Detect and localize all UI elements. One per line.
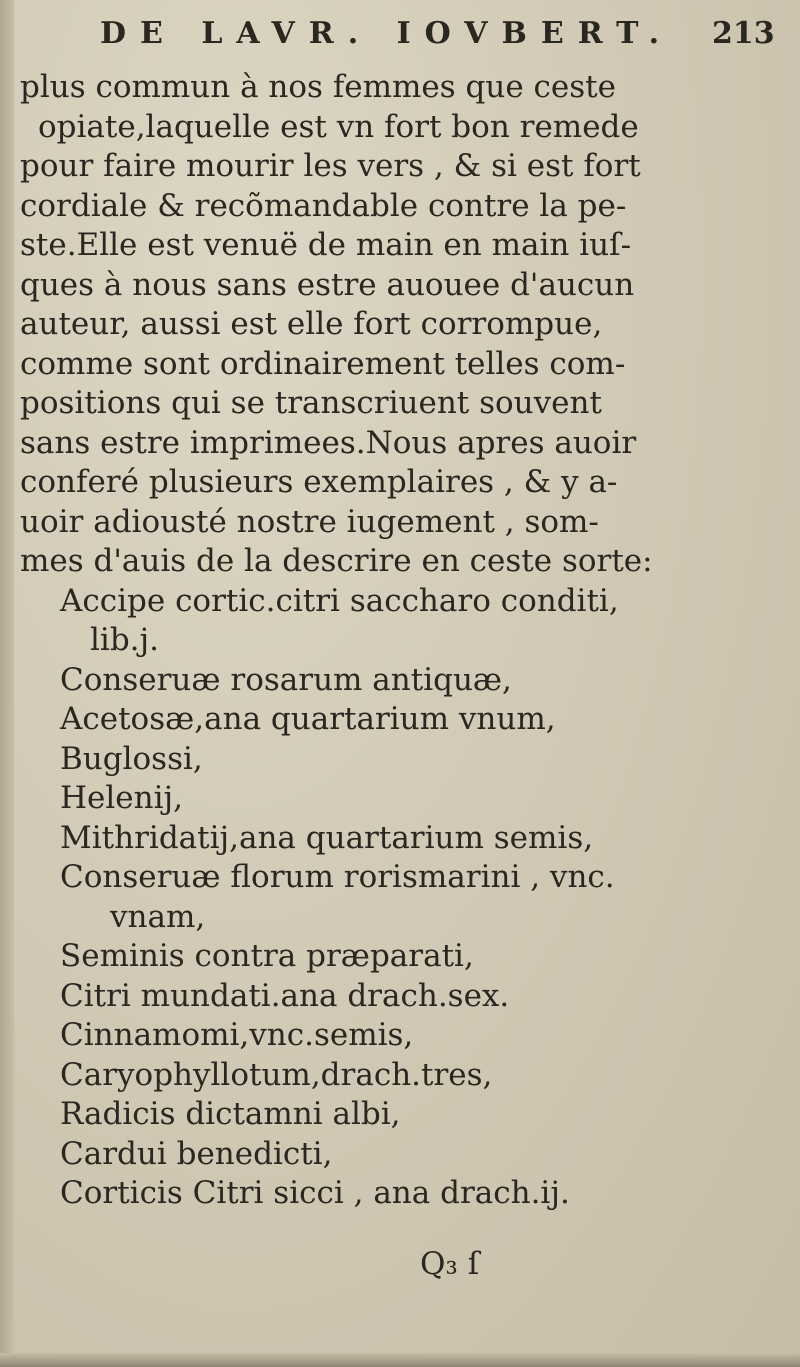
text-line: Caryophyllotum,drach.tres, xyxy=(60,1056,493,1093)
text-line: Conseruæ rosarum antiquæ, xyxy=(60,661,512,698)
text-line: auteur, aussi est elle fort corrompue, xyxy=(20,306,603,342)
text-line: uoir adiousté nostre iugement , som- xyxy=(20,503,599,540)
text-line: Corticis Citri sicci , ana drach.ij. xyxy=(60,1175,570,1211)
text-line: Radicis dictamni albi, xyxy=(60,1096,401,1132)
text-line: Acetosæ,ana quartarium vnum, xyxy=(60,701,556,737)
text-line: pour faire mourir les vers , & si est fort xyxy=(20,148,641,184)
text-line: ste.Elle est venuë de main en main iuſ- xyxy=(20,227,632,263)
page-gutter-shadow xyxy=(0,0,14,1367)
text-line: conferé plusieurs exemplaires , & y a- xyxy=(20,464,618,500)
text-line: Cardui benedicti, xyxy=(60,1135,333,1172)
text-line: Seminis contra præparati, xyxy=(60,938,474,974)
text-line: positions qui se transcriuent souvent xyxy=(20,385,602,421)
text-line: lib.j. xyxy=(90,622,159,658)
text-line: ques à nous sans estre auouee d'aucun xyxy=(20,266,635,303)
text-line: Cinnamomi,vnc.semis, xyxy=(60,1017,414,1053)
running-title: DE LAVR. IOVBERT. xyxy=(100,16,674,51)
text-line: plus commun à nos femmes que ceste xyxy=(20,69,616,105)
text-line: Helenij, xyxy=(60,780,183,816)
signature-mark: Q₃ ſ xyxy=(420,1246,480,1282)
text-line: mes d'auis de la descrire en ceste sorte: xyxy=(20,543,653,579)
text-line: Citri mundati.ana drach.sex. xyxy=(60,977,510,1014)
text-line: cordiale & recõmandable contre la pe- xyxy=(20,187,627,224)
text-line: Mithridatij,ana quartarium semis, xyxy=(60,819,594,856)
text-line: Conseruæ florum rorismarini , vnc. xyxy=(60,859,615,895)
text-line: vnam, xyxy=(110,898,206,935)
text-line: sans estre imprimees.Nous apres auoir xyxy=(20,424,637,461)
text-line: opiate,laquelle est vn fort bon remede xyxy=(38,108,639,145)
text-line: Buglossi, xyxy=(60,740,203,777)
page-number: 213 xyxy=(712,16,775,51)
text-line: comme sont ordinairement telles com- xyxy=(20,345,626,382)
page-bottom-edge xyxy=(0,1353,800,1367)
body-text xyxy=(20,68,790,1214)
text-line: Accipe cortic.citri saccharo conditi, xyxy=(60,582,619,619)
